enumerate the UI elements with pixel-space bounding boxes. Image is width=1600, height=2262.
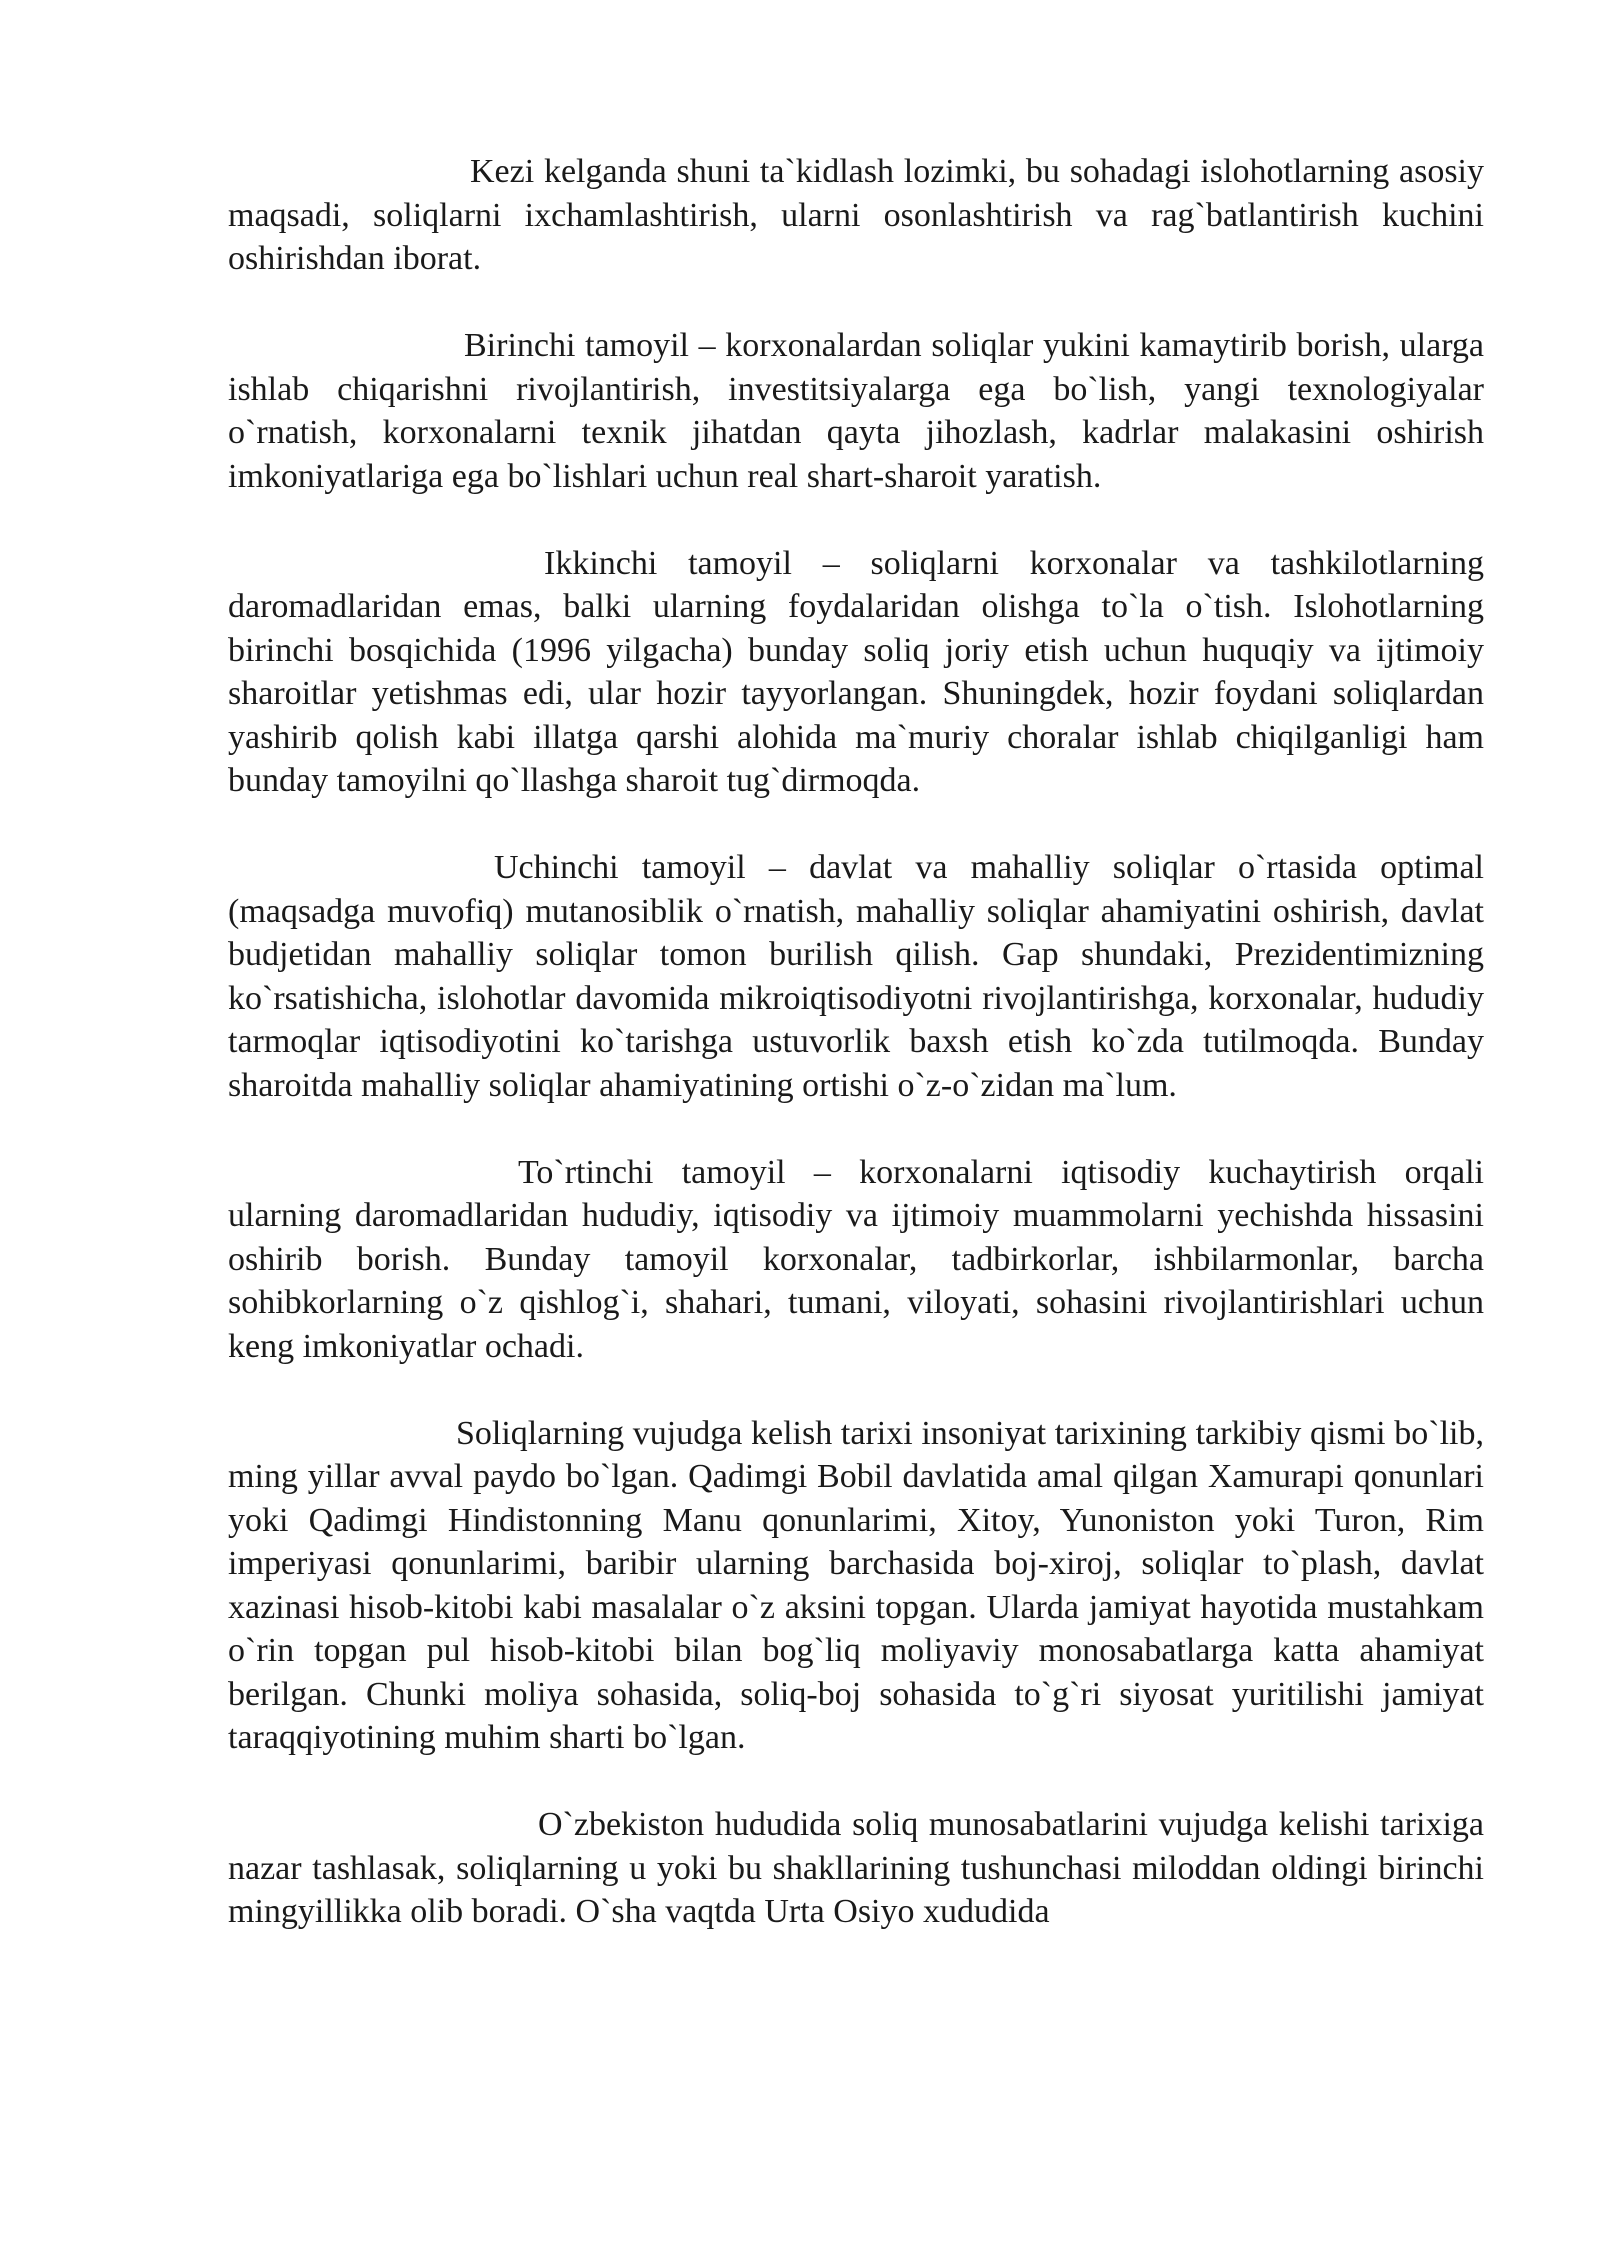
paragraph-7-text: O`zbekiston hududida soliq munosabatlarini vujudga kelishi tarixiga nazar tashlasak, soliqlarning u yoki bu shakllarining tushunchasi miloddan oldingi birinchi mingyillikka olib boradi. O`sha vaqtda Urta Osiyo xududida [228, 1806, 1484, 1930]
paragraph-1 [228, 150, 1484, 281]
paragraph-3-text: Ikkinchi tamoyil – soliqlarni korxonalar va tashkilotlarning daromadlaridan emas, balki ularning foydalaridan olishga to`la o`tish. Islohotlarning birinchi bosqichida (1996 yilgacha) bunday soliq joriy etish uchun huquqiy va ijtimoiy sharoitlar yetishmas edi, ular hozir tayyorlangan. Shuningdek, hozir foydani soliqlardan yashirib qolish kabi illatga qarshi alohida ma`muriy choralar ishlab chiqilganligi ham bunday tamoyilni qo`llashga sharoit tug`dirmoqda. [228, 544, 1484, 799]
paragraph-2 [228, 324, 1484, 498]
paragraph-6 [228, 1412, 1484, 1760]
paragraph-3 [228, 542, 1484, 803]
paragraph-4 [228, 846, 1484, 1107]
paragraph-2-text: Birinchi tamoyil – korxonalardan soliqlar yukini kamaytirib borish, ularga ishlab chiqarishni rivojlantirish, investitsiyalarga ega bo`lish, yangi texnologiyalar o`rnatish, korxonalarni texnik jihatdan qayta jihozlash, kadrlar malakasini oshirish imkoniyatlariga ega bo`lishlari uchun real shart-sharoit yaratish. [228, 327, 1484, 495]
paragraph-4-text: Uchinchi tamoyil – davlat va mahalliy soliqlar o`rtasida optimal (maqsadga muvofiq) mutanosiblik o`rnatish, mahalliy soliqlar ahamiyatini oshirish, davlat budjetidan mahalliy soliqlar tomon burilish qilish. Gap shundaki, Prezidentimizning ko`rsatishicha, islohotlar davomida mikroiqtisodiyotni rivojlantirishga, korxonalar, hududiy tarmoqlar iqtisodiyotini ko`tarishga ustuvorlik baxsh etish ko`zda tutilmoqda. Bunday sharoitda mahalliy soliqlar ahamiyatining ortishi o`z-o`zidan ma`lum. [228, 849, 1484, 1104]
paragraph-1-text: Kezi kelganda shuni ta`kidlash lozimki, bu sohadagi islohotlarning asosiy maqsadi, soliqlarni ixchamlashtirish, ularni osonlashtirish va rag`batlantirish kuchini oshirishdan iborat. [228, 153, 1484, 277]
paragraph-6-text: Soliqlarning vujudga kelish tarixi insoniyat tarixining tarkibiy qismi bo`lib, ming yillar avval paydo bo`lgan. Qadimgi Bobil davlatida amal qilgan Xamurapi qonunlari yoki Qadimgi Hindistonning Manu qonunlarimi, Xitoy, Yunoniston yoki Turon, Rim imperiyasi qonunlarimi, baribir ularning barchasida boj-xiroj, soliqlar to`plash, davlat xazinasi hisob-kitobi kabi masalalar o`z aksini topgan. Ularda jamiyat hayotida mustahkam o`rin topgan pul hisob-kitobi bilan bog`liq moliyaviy monosabatlarga katta ahamiyat berilgan. Chunki moliya sohasida, soliq-boj sohasida to`g`ri siyosat yuritilishi jamiyat taraqqiyotining muhim sharti bo`lgan. [228, 1414, 1484, 1756]
paragraph-5-text: To`rtinchi tamoyil – korxonalarni iqtisodiy kuchaytirish orqali ularning daromadlaridan hududiy, iqtisodiy va ijtimoiy muammolarni yechishda hissasini oshirib borish. Bunday tamoyil korxonalar, tadbirkorlar, ishbilarmonlar, barcha sohibkorlarning o`z qishlog`i, shahari, tumani, viloyati, sohasini rivojlantirishlari uchun keng imkoniyatlar ochadi. [228, 1153, 1484, 1365]
paragraph-5 [228, 1151, 1484, 1369]
paragraph-7 [228, 1803, 1484, 1934]
document-page [228, 150, 1484, 1977]
